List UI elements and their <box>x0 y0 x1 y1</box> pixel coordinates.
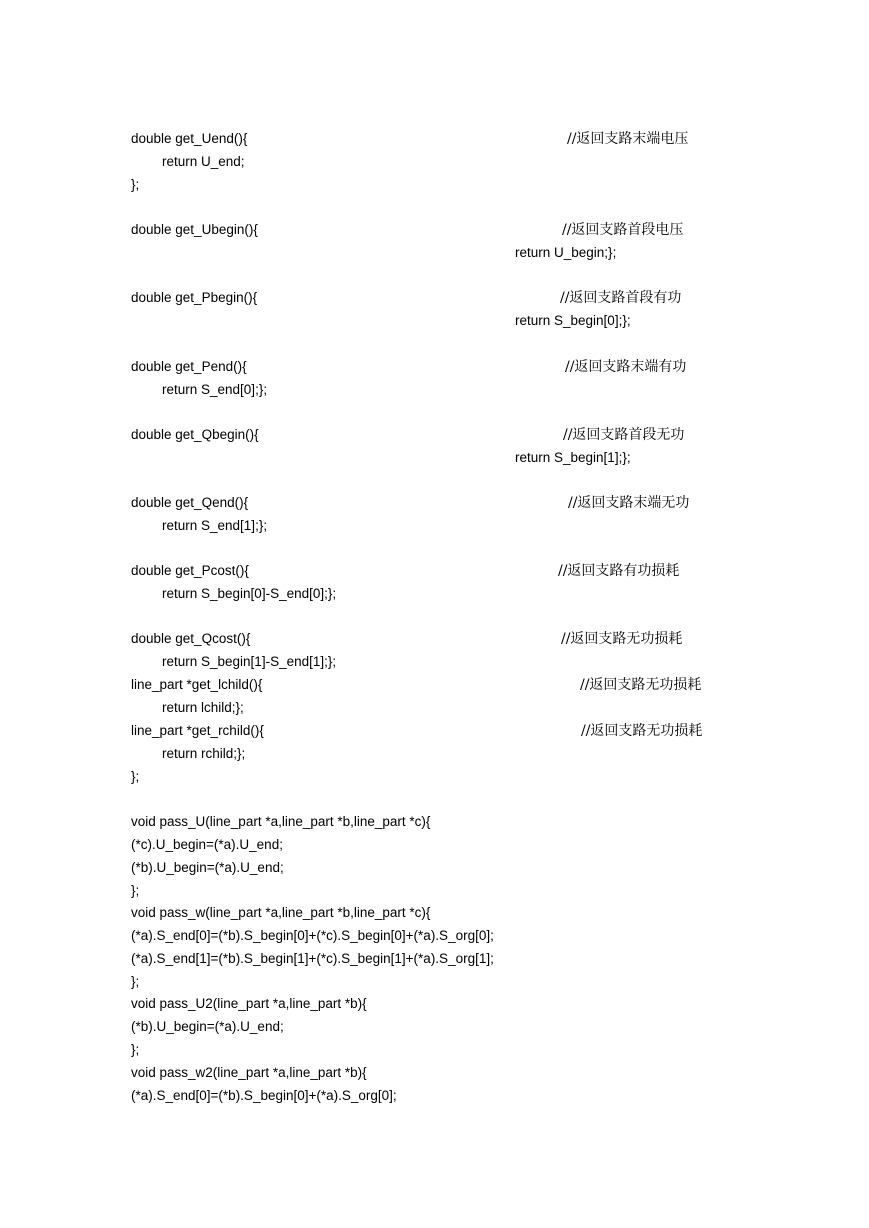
code-line: }; <box>131 883 140 898</box>
code-comment: //返回支路无功损耗 <box>561 631 683 647</box>
code-line: void pass_w(line_part *a,line_part *b,line_part *c){ <box>131 905 431 920</box>
code-comment: //返回支路末端电压 <box>567 131 689 147</box>
code-comment: //返回支路末端无功 <box>568 495 690 511</box>
code-line: }; <box>131 974 140 989</box>
code-comment: //返回支路无功损耗 <box>581 723 703 739</box>
code-line: void pass_U2(line_part *a,line_part *b){ <box>131 996 367 1011</box>
code-line: return U_begin;}; <box>515 245 617 260</box>
code-line: double get_Qcost(){ <box>131 631 251 646</box>
code-line: void pass_U(line_part *a,line_part *b,line_part *c){ <box>131 814 431 829</box>
code-line: return S_begin[1];}; <box>515 450 631 465</box>
code-line: return S_begin[0]-S_end[0];}; <box>162 586 337 601</box>
code-comment: //返回支路首段有功 <box>560 290 682 306</box>
code-comment: //返回支路末端有功 <box>565 359 687 375</box>
code-line: (*b).U_begin=(*a).U_end; <box>131 1019 284 1034</box>
code-line: return U_end; <box>162 154 245 169</box>
code-line: double get_Uend(){ <box>131 131 248 146</box>
code-line: (*a).S_end[0]=(*b).S_begin[0]+(*a).S_org[0]; <box>131 1088 397 1103</box>
code-line: double get_Qend(){ <box>131 495 249 510</box>
code-line: }; <box>131 769 140 784</box>
code-comment: //返回支路有功损耗 <box>558 563 680 579</box>
code-line: double get_Pend(){ <box>131 359 247 374</box>
code-line: return S_begin[0];}; <box>515 313 631 328</box>
code-line: return S_begin[1]-S_end[1];}; <box>162 654 337 669</box>
code-line: return S_end[0];}; <box>162 382 268 397</box>
code-line: }; <box>131 177 140 192</box>
code-line: return lchild;}; <box>162 700 244 715</box>
code-comment: //返回支路首段电压 <box>562 222 684 238</box>
code-line: double get_Pbegin(){ <box>131 290 258 305</box>
code-line: (*a).S_end[1]=(*b).S_begin[1]+(*c).S_begin[1]+(*a).S_org[1]; <box>131 951 494 966</box>
code-line: (*a).S_end[0]=(*b).S_begin[0]+(*c).S_begin[0]+(*a).S_org[0]; <box>131 928 494 943</box>
code-line: line_part *get_lchild(){ <box>131 677 263 692</box>
code-line: return S_end[1];}; <box>162 518 268 533</box>
code-line: line_part *get_rchild(){ <box>131 723 264 738</box>
code-line: (*b).U_begin=(*a).U_end; <box>131 860 284 875</box>
code-line: double get_Qbegin(){ <box>131 427 259 442</box>
code-line: double get_Ubegin(){ <box>131 222 258 237</box>
code-line: }; <box>131 1042 140 1057</box>
code-line: double get_Pcost(){ <box>131 563 249 578</box>
code-comment: //返回支路无功损耗 <box>580 677 702 693</box>
code-comment: //返回支路首段无功 <box>563 427 685 443</box>
code-line: return rchild;}; <box>162 746 246 761</box>
code-line: (*c).U_begin=(*a).U_end; <box>131 837 283 852</box>
code-line: void pass_w2(line_part *a,line_part *b){ <box>131 1065 367 1080</box>
